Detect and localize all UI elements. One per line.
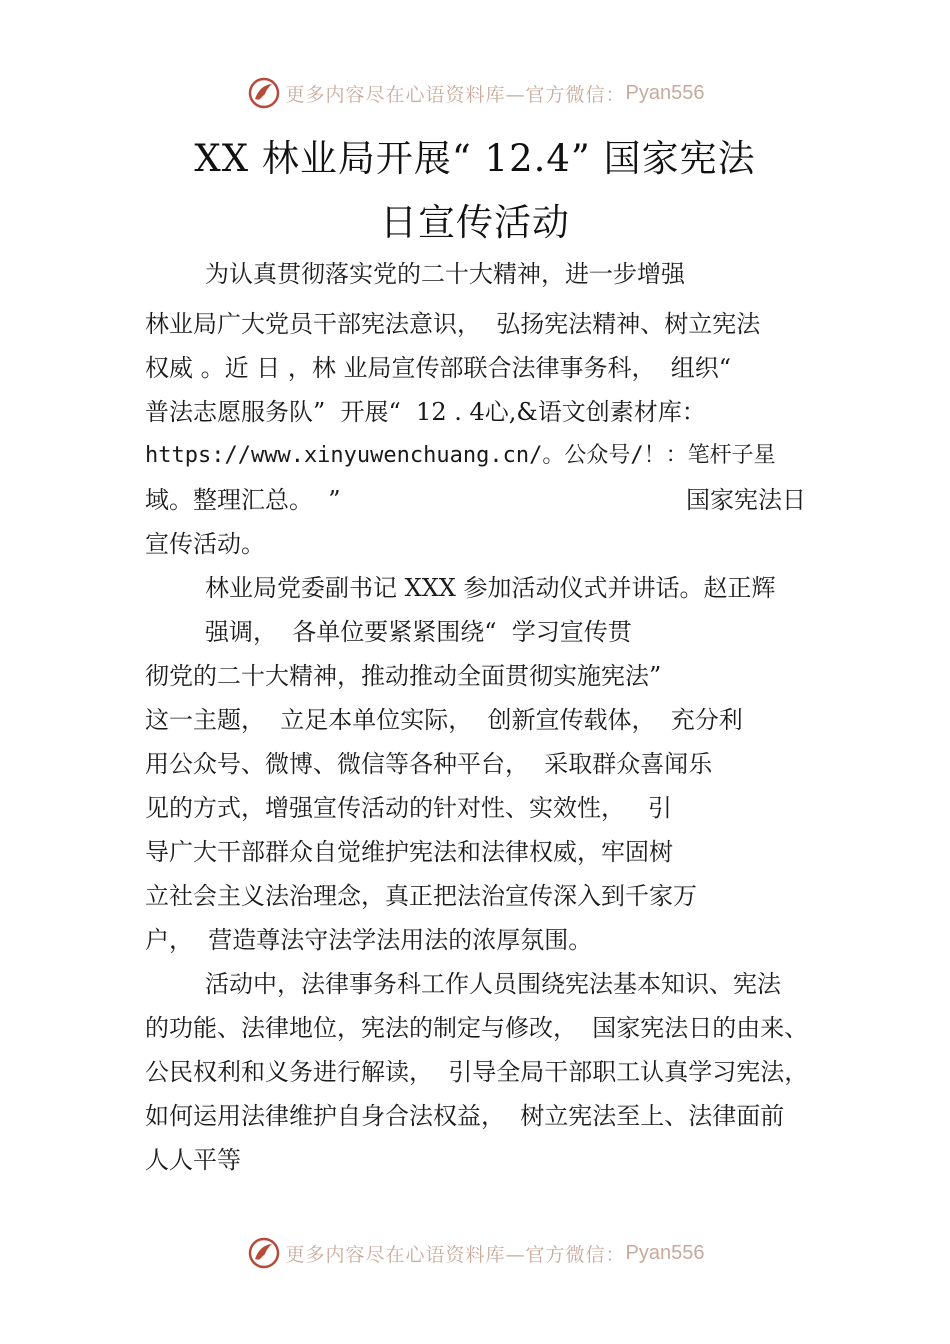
paragraph-1-line-1: 为认真贯彻落实党的二十大精神，进一步增强 xyxy=(205,260,685,288)
paragraph-1-line-2: 林业局广大党员干部宪法意识， 弘扬宪法精神、树立宪法 xyxy=(145,310,761,338)
paragraph-2-line-9: 户， 营造尊法守法学法用法的浓厚氛围。 xyxy=(145,926,593,954)
watermark-footer xyxy=(0,1233,950,1273)
watermark-header xyxy=(0,73,950,113)
paragraph-3-line-1: 活动中，法律事务科工作人员围绕宪法基本知识、宪法 xyxy=(205,970,781,998)
watermark-wechat-id: Pyan556 xyxy=(625,81,705,104)
paragraph-1-line-6: 域。整理汇总。 ” xyxy=(145,486,341,514)
paragraph-3-line-2: 的功能、法律地位，宪法的制定与修改， 国家宪法日的由来、 xyxy=(145,1014,809,1042)
paragraph-3-line-5: 人人平等 xyxy=(145,1146,241,1174)
watermark-text: 更多内容尽在心语资料库—官方微信： xyxy=(285,83,626,106)
paragraph-2-line-1: 林业局党委副书记 XXX 参加活动仪式并讲话。赵正辉 xyxy=(205,574,776,602)
paragraph-2-line-4: 这一主题， 立足本单位实际， 创新宣传载体， 充分利 xyxy=(145,706,743,734)
paragraph-1-line-3: 权威 。近 日 ，林 业局宣传部联合法律事务科， 组织“ xyxy=(145,354,732,382)
document-title-line-1: XX 林业局开展“ 12.4” 国家宪法 xyxy=(194,137,756,180)
watermark-logo-icon xyxy=(246,75,282,111)
paragraph-2-line-3: 彻党的二十大精神，推动推动全面贯彻实施宪法” xyxy=(145,662,662,690)
watermark-text: 更多内容尽在心语资料库—官方微信： xyxy=(285,1243,626,1266)
paragraph-1-line-5: https://www.xinyuwenchuang.cn/。公众号/！：笔杆子星 xyxy=(145,443,776,468)
paragraph-2-line-2: 强调， 各单位要紧紧围绕“ 学习宣传贯 xyxy=(205,618,632,646)
paragraph-2-line-7: 导广大干部群众自觉维护宪法和法律权威，牢固树 xyxy=(145,838,673,866)
paragraph-1-line-6-tail: 国家宪法日 xyxy=(686,486,806,514)
paragraph-2-line-8: 立社会主义法治理念，真正把法治宣传深入到千家万 xyxy=(145,882,697,910)
paragraph-2-line-5: 用公众号、微博、微信等各种平台， 采取群众喜闻乐 xyxy=(145,750,713,778)
paragraph-2-line-6: 见的方式，增强宣传活动的针对性、实效性， 引 xyxy=(145,794,672,822)
document-title-line-2: 日宣传活动 xyxy=(380,201,570,244)
watermark-logo-icon xyxy=(246,1235,282,1271)
paragraph-3-line-4: 如何运用法律维护自身合法权益， 树立宪法至上、法律面前 xyxy=(145,1102,785,1130)
paragraph-1-line-7: 宣传活动。 xyxy=(145,530,265,558)
watermark-wechat-id: Pyan556 xyxy=(625,1241,705,1264)
paragraph-1-line-4: 普法志愿服务队” 开展“ 12 . 4心,&语文创素材库： xyxy=(145,398,706,426)
paragraph-3-line-3: 公民权利和义务进行解读， 引导全局干部职工认真学习宪法， xyxy=(145,1058,809,1086)
